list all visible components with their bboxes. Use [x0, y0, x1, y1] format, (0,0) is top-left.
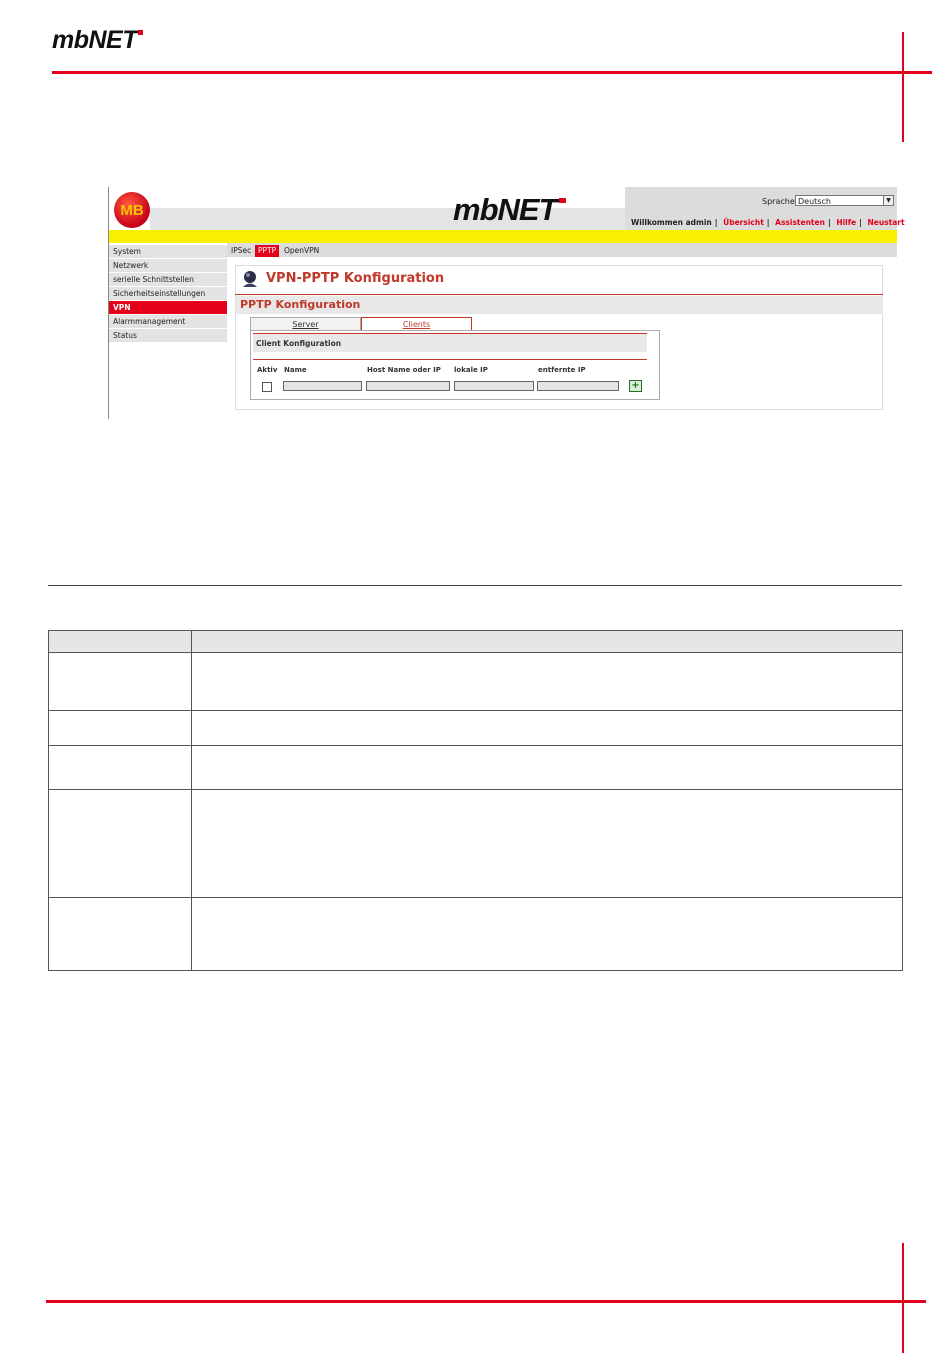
sidebar-item-sicherheitseinstellungen[interactable]: Sicherheitseinstellungen — [109, 287, 227, 300]
table-header-row — [49, 631, 903, 653]
section-separator — [48, 585, 902, 586]
language-select[interactable]: Deutsch ▼ — [795, 195, 894, 206]
sidebar-item-serielle-schnittstellen[interactable]: serielle Schnittstellen — [109, 273, 227, 286]
page-title: VPN-PPTP Konfiguration — [266, 271, 445, 286]
header-red-vertical-line — [902, 32, 904, 142]
column-aktiv: Aktiv — [257, 366, 278, 374]
table-row — [49, 746, 903, 790]
link-neustart[interactable]: Neustart — [867, 218, 905, 227]
tab-openvpn[interactable]: OpenVPN — [284, 246, 320, 255]
client-config-label: Client Konfiguration — [256, 339, 342, 348]
table-cell — [192, 653, 903, 711]
table-cell — [49, 711, 192, 746]
language-label: Sprache — [762, 197, 795, 206]
tab-ipsec[interactable]: IPSec — [231, 246, 252, 255]
table-cell — [192, 790, 903, 898]
table-cell — [49, 790, 192, 898]
welcome-text: Willkommen admin — [631, 218, 712, 227]
description-table — [48, 630, 903, 971]
column-name: Name — [284, 366, 307, 374]
add-client-button[interactable] — [629, 380, 642, 392]
table-row — [49, 898, 903, 971]
table-row — [49, 790, 903, 898]
plus-icon: + — [631, 380, 640, 391]
table-cell — [192, 898, 903, 971]
table-cell — [49, 653, 192, 711]
sidebar-item-vpn[interactable]: VPN — [109, 301, 227, 314]
tab-server[interactable]: Server — [250, 317, 361, 330]
table-row — [49, 653, 903, 711]
table-cell — [192, 746, 903, 790]
footer-red-line — [46, 1300, 926, 1303]
link-uebersicht[interactable]: Übersicht — [723, 218, 764, 227]
link-assistenten[interactable]: Assistenten — [775, 218, 825, 227]
app-logo: mbNET — [453, 192, 566, 228]
link-hilfe[interactable]: Hilfe — [836, 218, 857, 227]
sidebar — [109, 245, 227, 343]
vpn-user-icon — [242, 270, 258, 288]
table-header-cell — [49, 631, 192, 653]
aktiv-checkbox[interactable] — [262, 382, 272, 392]
table-cell — [192, 711, 903, 746]
document-logo: mbNET — [52, 26, 143, 55]
client-config-divider — [253, 359, 647, 360]
header-red-line — [52, 71, 932, 74]
sidebar-item-status[interactable]: Status — [109, 329, 227, 342]
footer-red-vertical-line — [902, 1243, 904, 1353]
column-host: Host Name oder IP — [367, 366, 441, 374]
top-tab-bar — [227, 243, 897, 257]
sidebar-item-netzwerk[interactable]: Netzwerk — [109, 259, 227, 272]
table-header-cell — [192, 631, 903, 653]
logo-dot — [138, 30, 143, 35]
table-cell — [49, 746, 192, 790]
local-ip-input[interactable] — [454, 381, 534, 391]
section-title: PPTP Konfiguration — [240, 298, 361, 311]
name-input[interactable] — [283, 381, 362, 391]
yellow-bar — [109, 230, 897, 243]
chevron-down-icon[interactable]: ▼ — [883, 196, 893, 205]
tab-pptp[interactable]: PPTP — [255, 245, 279, 257]
column-local-ip: lokale IP — [454, 366, 488, 374]
title-underline — [235, 294, 883, 295]
table-cell — [49, 898, 192, 971]
tab-clients[interactable]: Clients — [361, 317, 472, 330]
remote-ip-input[interactable] — [537, 381, 619, 391]
column-remote-ip: entfernte IP — [538, 366, 586, 374]
welcome-bar: Willkommen admin | Übersicht | Assistenten | Hilfe | Neustart — [631, 218, 905, 227]
sidebar-item-alarmmanagement[interactable]: Alarmmanagement — [109, 315, 227, 328]
table-row — [49, 711, 903, 746]
sidebar-item-system[interactable]: System — [109, 245, 227, 258]
app-logo-dot — [559, 198, 566, 203]
mb-badge-logo: MB — [114, 192, 150, 228]
host-input[interactable] — [366, 381, 450, 391]
